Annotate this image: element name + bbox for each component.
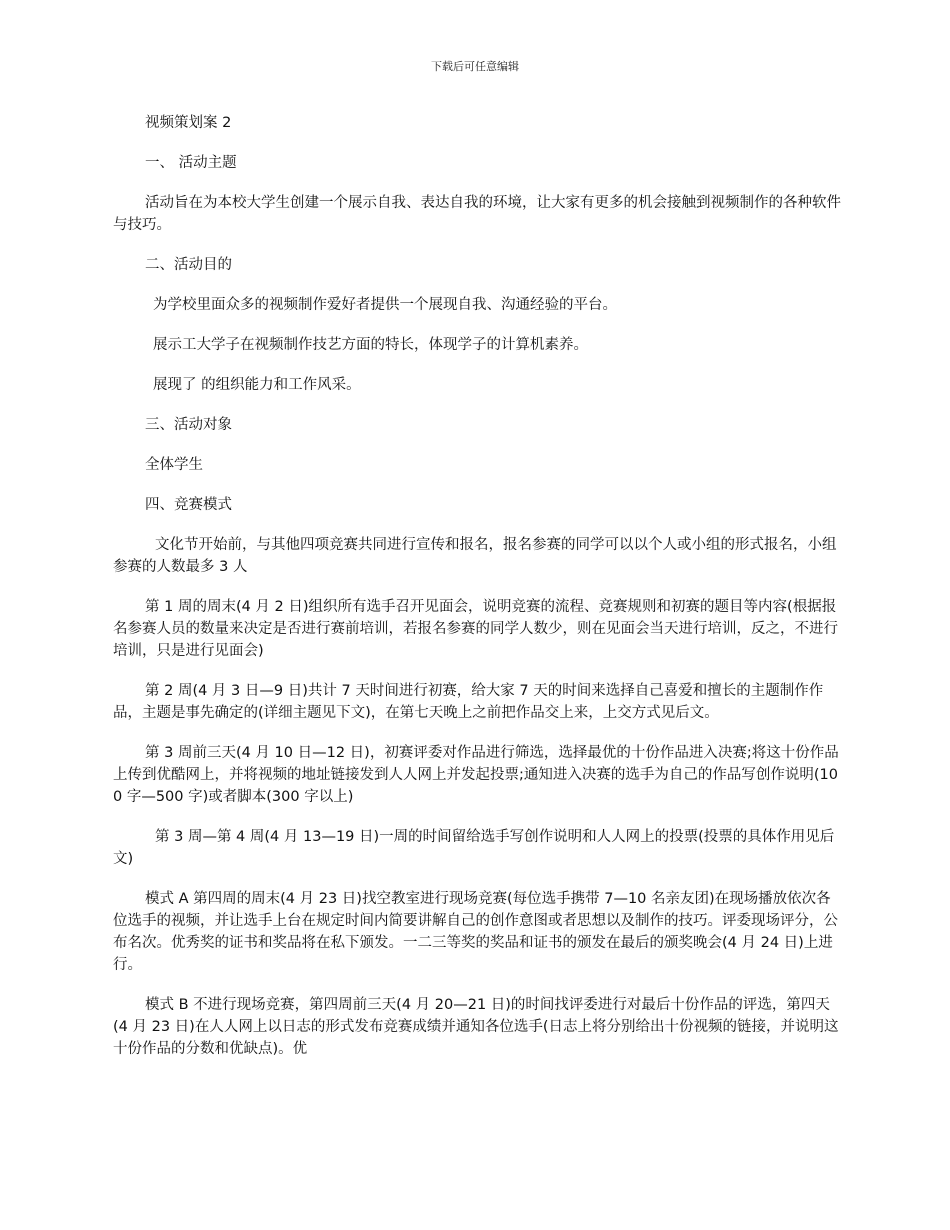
section-3-heading: 三、活动对象 [145, 417, 232, 433]
section-1-body: 活动旨在为本校大学生创建一个展示自我、表达自我的环境，让大家有更多的机会接触到视频制作的各种软件与技巧。 [113, 195, 841, 233]
week-2-paragraph: 第 2 周(4 月 3 日—9 日)共计 7 天时间进行初赛，给大家 7 天的时间来选择自己喜爱和擅长的主题制作作品，主题是事先确定的(详细主题见下文)，在第七天晚上之前把作品交上来，上交方式见后文。 [113, 683, 824, 721]
week-1-paragraph: 第 1 周的周末(4 月 2 日)组织所有选手召开见面会，说明竞赛的流程、竞赛规则和初赛的题目等内容(根据报名参赛人员的数量来决定是否进行赛前培训，若报名参赛的同学人数少，则在见面会当天进行培训，反之，不进行培训，只是进行见面会) [113, 599, 838, 659]
page-header: 下载后可任意编辑 [431, 60, 519, 73]
section-2-heading: 二、活动目的 [145, 257, 232, 273]
mode-b-paragraph: 模式 B 不进行现场竞赛，第四周前三天(4 月 20—21 日)的时间找评委进行对最后十份作品的评选，第四天(4 月 23 日)在人人网上以日志的形式发布竞赛成绩并通知各位选手(日志上将分别给出十份视频的链接，并说明这十份作品的分数和优缺点)。优 [113, 997, 839, 1057]
doc-title: 视频策划案 2 [145, 115, 232, 131]
week-3-4-paragraph: 第 3 周—第 4 周(4 月 13—19 日)一周的时间留给选手写创作说明和人人网上的投票(投票的具体作用见后文) [113, 829, 835, 867]
week-3-paragraph: 第 3 周前三天(4 月 10 日—12 日)，初赛评委对作品进行筛选，选择最优的十份作品进入决赛;将这十份作品上传到优酷网上，并将视频的地址链接发到人人网上并发起投票;通知进入决赛的选手为自己的作品写创作说明(100 字—500 字)或者脚本(300 字以上) [113, 745, 839, 805]
section-4-heading: 四、竞赛模式 [145, 497, 232, 513]
section-4-intro: 文化节开始前，与其他四项竞赛共同进行宣传和报名，报名参赛的同学可以以个人或小组的形式报名，小组参赛的人数最多 3 人 [113, 537, 837, 575]
section-2-item-3: 展现了 的组织能力和工作风采。 [153, 377, 361, 393]
section-2-item-2: 展示工大学子在视频制作技艺方面的特长，体现学子的计算机素养。 [153, 337, 588, 353]
section-2-item-1: 为学校里面众多的视频制作爱好者提供一个展现自我、沟通经验的平台。 [153, 297, 617, 313]
document-body [113, 112, 841, 1078]
mode-a-paragraph: 模式 A 第四周的周末(4 月 23 日)找空教室进行现场竞赛(每位选手携带 7—10 名亲友团)在现场播放依次各位选手的视频，并让选手上台在规定时间内简要讲解自己的创作意图或者思想以及制作的技巧。评委现场评分，公布名次。优秀奖的证书和奖品将在私下颁发。一二三等奖的奖品和证书的颁发在最后的颁奖晚会(4 月 24 日)上进行。 [113, 891, 838, 973]
section-3-body: 全体学生 [145, 457, 203, 473]
section-1-heading: 一、 活动主题 [145, 155, 237, 171]
